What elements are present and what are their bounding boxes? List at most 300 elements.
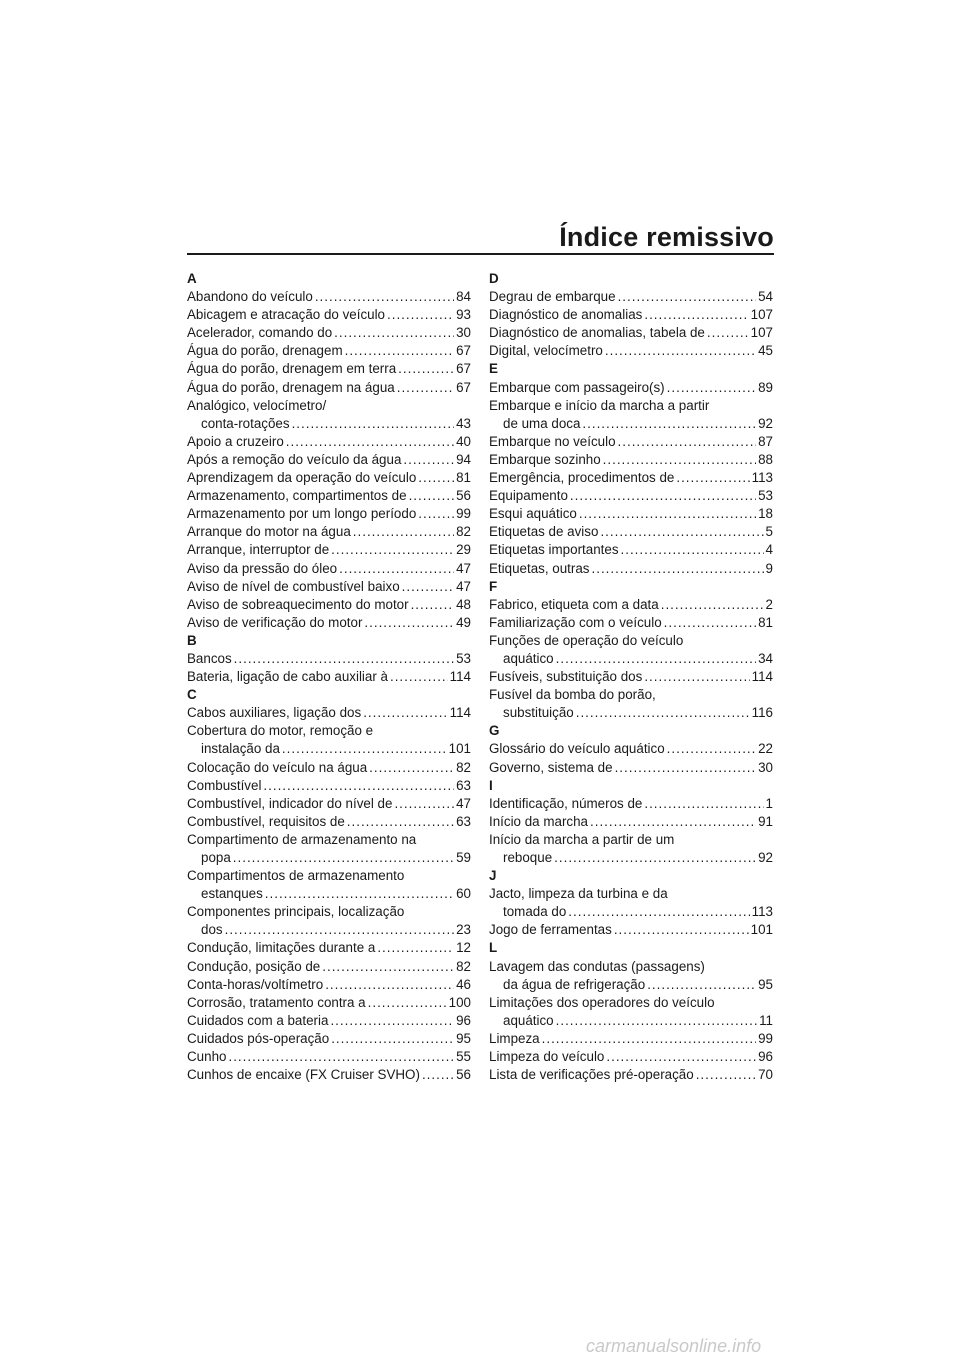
index-entry-page: 92 xyxy=(758,415,773,431)
index-entry xyxy=(187,487,471,505)
index-entry xyxy=(187,939,471,957)
index-entry-term: Diagnóstico de anomalias, tabela de xyxy=(489,325,705,341)
dot-leader xyxy=(556,1012,757,1030)
index-entry-term: Início da marcha a partir de um xyxy=(489,831,675,847)
index-entry-continuation: aquático xyxy=(503,1012,554,1028)
dot-leader xyxy=(614,921,749,939)
index-entry-line xyxy=(187,831,471,849)
index-entry-term: Degrau de embarque xyxy=(489,289,616,305)
index-entry-line xyxy=(489,560,773,578)
dot-leader xyxy=(556,650,756,668)
index-entry xyxy=(187,614,471,632)
index-entry xyxy=(187,505,471,523)
index-entry xyxy=(187,994,471,1012)
index-entry-term: Aviso de verificação do motor xyxy=(187,614,363,630)
index-entry xyxy=(489,451,773,469)
index-entry xyxy=(489,921,773,939)
dot-leader xyxy=(398,360,454,378)
index-entry-line xyxy=(187,939,471,957)
index-entry-line xyxy=(187,469,471,487)
index-entry xyxy=(489,487,773,505)
index-entry-page: 1 xyxy=(765,795,773,811)
index-entry-term: Cobertura do motor, remoção e xyxy=(187,723,374,739)
index-entry-line xyxy=(489,795,773,813)
index-entry-line xyxy=(187,397,471,415)
index-entry-page: 2 xyxy=(765,596,773,612)
index-entry-term: Apoio a cruzeiro xyxy=(187,433,284,449)
dot-leader xyxy=(590,813,756,831)
index-entry-line xyxy=(489,379,773,397)
index-entry-term: Combustível, indicador do nível de xyxy=(187,795,393,811)
index-entry-line xyxy=(489,1012,773,1030)
index-entry-term: Abandono do veículo xyxy=(187,289,313,305)
index-entry xyxy=(489,831,773,867)
dot-leader xyxy=(233,849,454,867)
index-entry xyxy=(489,433,773,451)
index-entry-page: 95 xyxy=(456,1030,471,1046)
index-entry-line xyxy=(489,1066,773,1084)
index-entry-line xyxy=(187,849,471,867)
index-entry-term: Governo, sistema de xyxy=(489,759,613,775)
index-entry xyxy=(187,867,471,903)
index-entry-term: Combustível xyxy=(187,777,262,793)
index-entry xyxy=(187,958,471,976)
index-entry-line xyxy=(187,885,471,903)
index-entry-term: Compartimentos de armazenamento xyxy=(187,868,405,884)
index-entry xyxy=(489,686,773,722)
index-entry-line xyxy=(187,560,471,578)
index-entry-line xyxy=(187,1066,471,1084)
dot-leader xyxy=(554,849,756,867)
index-entry-line xyxy=(187,1030,471,1048)
section-letter: L xyxy=(489,940,498,956)
index-entry-line xyxy=(489,686,773,704)
index-entry-line xyxy=(187,379,471,397)
index-entry xyxy=(489,469,773,487)
index-entry-page: 114 xyxy=(449,705,471,721)
index-entry-page: 81 xyxy=(758,614,773,630)
index-entry-line xyxy=(187,415,471,433)
dot-leader xyxy=(263,777,454,795)
index-entry-page: 59 xyxy=(456,850,471,865)
index-entry-term: Condução, limitações durante a xyxy=(187,940,376,956)
index-entry-continuation: tomada do xyxy=(503,904,567,920)
index-entry-page: 5 xyxy=(765,524,773,540)
index-entry-page: 54 xyxy=(758,289,773,305)
index-entry-page: 53 xyxy=(758,488,773,504)
dot-leader xyxy=(409,487,455,505)
dot-leader xyxy=(397,379,454,397)
title-divider xyxy=(187,253,774,255)
index-entry-line xyxy=(489,849,773,867)
index-entry xyxy=(489,541,773,559)
index-entry xyxy=(187,578,471,596)
index-entry-term: Aviso de nível de combustível baixo xyxy=(187,578,400,594)
section-letter: J xyxy=(489,868,497,884)
index-entry-page: 4 xyxy=(765,542,773,558)
index-entry-page: 101 xyxy=(448,741,471,757)
index-entry-line xyxy=(489,903,773,921)
index-entry-line xyxy=(489,415,773,433)
index-entry-term: Analógico, velocímetro/ xyxy=(187,397,327,413)
index-entry-page: 95 xyxy=(758,976,773,992)
index-entry xyxy=(489,813,773,831)
index-entry xyxy=(187,1030,471,1048)
dot-leader xyxy=(403,451,454,469)
index-entry xyxy=(489,795,773,813)
index-entry xyxy=(489,632,773,668)
dot-leader xyxy=(576,704,750,722)
dot-leader xyxy=(592,560,764,578)
dot-leader xyxy=(418,505,454,523)
section-letter: B xyxy=(187,632,197,648)
dot-leader xyxy=(422,1066,454,1084)
index-entry-term: Cunhos de encaixe (FX Cruiser SVHO) xyxy=(187,1067,420,1083)
index-entry-line xyxy=(187,451,471,469)
index-entry-continuation: aquático xyxy=(503,650,554,666)
index-entry-line xyxy=(187,306,471,324)
index-entry xyxy=(187,433,471,451)
index-entry xyxy=(187,596,471,614)
index-entry-line xyxy=(187,976,471,994)
index-entry xyxy=(489,306,773,324)
index-column-left xyxy=(187,270,471,1084)
dot-leader xyxy=(644,668,749,686)
index-entry-term: Cuidados com a bateria xyxy=(187,1012,329,1028)
index-entry-term: Aprendizagem da operação do veículo xyxy=(187,470,417,486)
index-entry-page: 101 xyxy=(750,922,773,938)
index-entry-term: Colocação do veículo na água xyxy=(187,759,368,775)
index-entry-page: 40 xyxy=(456,433,471,449)
index-entry-term: Etiquetas, outras xyxy=(489,560,590,576)
index-entry-page: 30 xyxy=(758,759,773,775)
index-entry-term: Início da marcha xyxy=(489,813,588,829)
index-entry xyxy=(489,288,773,306)
dot-leader xyxy=(363,704,447,722)
index-entry-page: 47 xyxy=(456,795,471,811)
index-entry-line xyxy=(489,994,773,1012)
index-entry-line xyxy=(489,831,773,849)
index-entry-line xyxy=(187,777,471,795)
dot-leader xyxy=(322,958,454,976)
index-entry xyxy=(187,903,471,939)
index-entry-line xyxy=(489,596,773,614)
index-entry-line xyxy=(187,795,471,813)
index-entry-line xyxy=(489,505,773,523)
index-column-right xyxy=(489,270,773,1084)
index-entry xyxy=(187,306,471,324)
index-entry-line xyxy=(187,668,471,686)
index-entry-term: Lista de verificações pré-operação xyxy=(489,1067,694,1083)
index-entry xyxy=(489,324,773,342)
index-entry-term: Armazenamento por um longo período xyxy=(187,506,417,522)
section-letter: F xyxy=(489,578,498,594)
dot-leader xyxy=(644,795,763,813)
index-entry-term: Bancos xyxy=(187,650,232,666)
index-entry-line xyxy=(187,903,471,921)
dot-leader xyxy=(390,668,448,686)
index-entry xyxy=(489,759,773,777)
index-entry-term: Esqui aquático xyxy=(489,506,577,522)
index-entry-page: 94 xyxy=(456,451,471,467)
index-entry-line xyxy=(489,523,773,541)
dot-leader xyxy=(568,903,749,921)
dot-leader xyxy=(292,415,455,433)
index-entry xyxy=(187,541,471,559)
index-entry xyxy=(187,288,471,306)
index-entry-line xyxy=(187,433,471,451)
dot-leader xyxy=(353,523,454,541)
index-entry-line xyxy=(489,433,773,451)
index-entry-continuation: de uma doca xyxy=(503,415,581,431)
index-entry xyxy=(187,379,471,397)
section-letter: E xyxy=(489,361,498,377)
dot-leader xyxy=(667,379,756,397)
dot-leader xyxy=(600,523,763,541)
dot-leader xyxy=(606,1048,756,1066)
index-entry-page: 82 xyxy=(456,524,471,540)
index-entry-line xyxy=(187,324,471,342)
index-entry-term: Fusível da bomba do porão, xyxy=(489,687,656,703)
index-entry-term: Familiarização com o veículo xyxy=(489,614,662,630)
dot-leader xyxy=(621,541,764,559)
index-entry-line xyxy=(489,632,773,650)
index-entry-term: Compartimento de armazenamento na xyxy=(187,831,417,847)
index-entry-page: 91 xyxy=(758,813,773,829)
dot-leader xyxy=(411,596,455,614)
dot-leader xyxy=(579,505,756,523)
index-entry-line xyxy=(187,541,471,559)
index-entry-line xyxy=(187,1048,471,1066)
index-entry-page: 56 xyxy=(456,488,471,504)
index-entry xyxy=(489,740,773,758)
index-entry xyxy=(187,342,471,360)
index-entry-page: 107 xyxy=(750,325,773,341)
index-entry-continuation: da água de refrigeração xyxy=(503,976,646,992)
index-entry xyxy=(489,614,773,632)
index-entry-page: 67 xyxy=(456,343,471,359)
index-entry-page: 96 xyxy=(758,1049,773,1065)
index-entry-term: Embarque com passageiro(s) xyxy=(489,379,665,395)
index-entry-term: Fusíveis, substituição dos xyxy=(489,669,643,685)
index-entry-term: Bateria, ligação de cabo auxiliar à xyxy=(187,669,388,685)
index-entry xyxy=(187,1066,471,1084)
index-entry-page: 9 xyxy=(765,560,773,576)
index-entry-term: Cuidados pós-operação xyxy=(187,1030,330,1046)
index-entry-line xyxy=(489,288,773,306)
section-letter: I xyxy=(489,777,493,793)
index-entry-term: Limpeza do veículo xyxy=(489,1049,605,1065)
index-entry-page: 84 xyxy=(456,289,471,305)
index-entry-page: 45 xyxy=(758,343,773,359)
index-entry-line xyxy=(187,921,471,939)
index-entry-line xyxy=(489,921,773,939)
index-entry-term: Após a remoção do veículo da água xyxy=(187,451,402,467)
index-entry-line xyxy=(187,614,471,632)
index-entry-line xyxy=(489,650,773,668)
index-entry-page: 82 xyxy=(456,759,471,775)
dot-leader xyxy=(661,596,764,614)
index-entry-line xyxy=(187,994,471,1012)
index-entry xyxy=(187,831,471,867)
index-entry-page: 67 xyxy=(456,379,471,395)
index-entry-line xyxy=(187,523,471,541)
dot-leader xyxy=(603,451,756,469)
index-entry xyxy=(187,451,471,469)
index-entry-line xyxy=(489,397,773,415)
index-entry-page: 34 xyxy=(758,650,773,666)
index-entry-page: 53 xyxy=(456,650,471,666)
index-entry-continuation: dos xyxy=(201,922,223,938)
index-entry-page: 67 xyxy=(456,361,471,377)
index-entry xyxy=(489,342,773,360)
index-entry xyxy=(187,650,471,668)
index-entry-line xyxy=(187,288,471,306)
dot-leader xyxy=(325,976,454,994)
index-entry-line xyxy=(187,650,471,668)
index-entry-page: 18 xyxy=(758,506,773,522)
index-entry xyxy=(489,523,773,541)
index-entry xyxy=(187,324,471,342)
index-entry-line xyxy=(187,867,471,885)
index-entry-term: Conta-horas/voltímetro xyxy=(187,976,324,992)
index-entry-line xyxy=(187,342,471,360)
dot-leader xyxy=(345,342,454,360)
index-entry-line xyxy=(187,704,471,722)
index-entry-line xyxy=(489,958,773,976)
index-entry xyxy=(187,704,471,722)
index-entry-page: 48 xyxy=(456,596,471,612)
index-entry-page: 47 xyxy=(456,578,471,594)
dot-leader xyxy=(364,614,454,632)
index-entry-term: Aviso da pressão do óleo xyxy=(187,560,338,576)
dot-leader xyxy=(696,1066,756,1084)
index-entry-line xyxy=(489,740,773,758)
index-entry-page: 116 xyxy=(751,705,773,721)
index-entry xyxy=(489,994,773,1030)
index-entry-term: Embarque no veículo xyxy=(489,433,616,449)
index-entry-term: Armazenamento, compartimentos de xyxy=(187,488,407,504)
index-entry-page: 99 xyxy=(758,1030,773,1046)
index-entry-page: 92 xyxy=(758,850,773,865)
index-entry-continuation: estanques xyxy=(201,886,263,902)
index-entry-term: Jogo de ferramentas xyxy=(489,922,612,938)
index-entry xyxy=(187,397,471,433)
index-entry-line xyxy=(489,668,773,686)
index-entry-term: Limpeza xyxy=(489,1030,540,1046)
index-entry-page: 114 xyxy=(449,669,471,685)
index-entry-page: 60 xyxy=(456,886,471,902)
dot-leader xyxy=(647,976,756,994)
index-entry-page: 96 xyxy=(456,1012,471,1028)
dot-leader xyxy=(418,469,454,487)
index-entry xyxy=(489,885,773,921)
index-entry xyxy=(187,469,471,487)
dot-leader xyxy=(334,324,454,342)
index-entry-term: Aviso de sobreaquecimento do motor xyxy=(187,596,409,612)
dot-leader xyxy=(330,1012,454,1030)
index-entry-term: Arranque, interruptor de xyxy=(187,542,330,558)
index-entry-page: 29 xyxy=(456,542,471,558)
index-entry-line xyxy=(489,451,773,469)
index-entry-line xyxy=(489,324,773,342)
index-entry-line xyxy=(187,360,471,378)
dot-leader xyxy=(369,759,454,777)
index-entry-page: 46 xyxy=(456,976,471,992)
index-entry-term: Água do porão, drenagem na água xyxy=(187,379,395,395)
index-entry-page: 113 xyxy=(751,904,773,920)
index-entry-page: 82 xyxy=(456,958,471,974)
index-entry-line xyxy=(187,813,471,831)
index-entry-page: 43 xyxy=(456,415,471,431)
index-entry xyxy=(187,1048,471,1066)
index-entry-line xyxy=(489,704,773,722)
dot-leader xyxy=(368,994,447,1012)
index-entry-term: Acelerador, comando do xyxy=(187,325,333,341)
section-letter: C xyxy=(187,687,197,703)
index-entry-line xyxy=(187,578,471,596)
dot-leader xyxy=(605,342,756,360)
index-entry-line xyxy=(187,487,471,505)
index-entry-page: 88 xyxy=(758,451,773,467)
index-entry-term: Limitações dos operadores do veículo xyxy=(489,994,715,1010)
index-entry-line xyxy=(489,976,773,994)
dot-leader xyxy=(225,921,455,939)
dot-leader xyxy=(282,740,447,758)
page-title: Índice remissivo xyxy=(559,222,774,252)
index-entry xyxy=(489,958,773,994)
index-entry-page: 63 xyxy=(456,813,471,829)
index-entry-page: 107 xyxy=(750,307,773,323)
index-entry xyxy=(489,1066,773,1084)
index-entry-term: Funções de operação do veículo xyxy=(489,632,684,648)
index-entry-continuation: substituição xyxy=(503,705,574,721)
index-entry-line xyxy=(489,813,773,831)
index-entry xyxy=(187,360,471,378)
dot-leader xyxy=(618,433,757,451)
section-letter: G xyxy=(489,723,500,739)
index-entry-continuation: conta-rotações xyxy=(201,415,290,431)
index-entry-term: Fabrico, etiqueta com a data xyxy=(489,596,659,612)
dot-leader xyxy=(331,1030,454,1048)
index-entry-term: Componentes principais, localização xyxy=(187,904,405,920)
index-entry-term: Embarque sozinho xyxy=(489,451,601,467)
dot-leader xyxy=(347,813,454,831)
dot-leader xyxy=(228,1048,454,1066)
index-entry-page: 63 xyxy=(456,777,471,793)
index-entry xyxy=(187,1012,471,1030)
index-entry-page: 99 xyxy=(456,506,471,522)
dot-leader xyxy=(664,614,756,632)
watermark: carmanualsonline.info xyxy=(586,1336,762,1356)
index-entry xyxy=(489,1030,773,1048)
dot-leader xyxy=(644,306,748,324)
dot-leader xyxy=(265,885,454,903)
index-entry-line xyxy=(489,1048,773,1066)
index-entry xyxy=(187,813,471,831)
index-entry-continuation: instalação da xyxy=(201,741,280,757)
index-entry xyxy=(489,379,773,397)
index-entry-term: Etiquetas de aviso xyxy=(489,524,599,540)
dot-leader xyxy=(676,469,749,487)
index-entry xyxy=(489,505,773,523)
index-entry-line xyxy=(187,740,471,758)
dot-leader xyxy=(542,1030,756,1048)
index-entry-line xyxy=(489,614,773,632)
index-entry-continuation: popa xyxy=(201,850,231,865)
index-entry-line xyxy=(489,1030,773,1048)
dot-leader xyxy=(618,288,757,306)
